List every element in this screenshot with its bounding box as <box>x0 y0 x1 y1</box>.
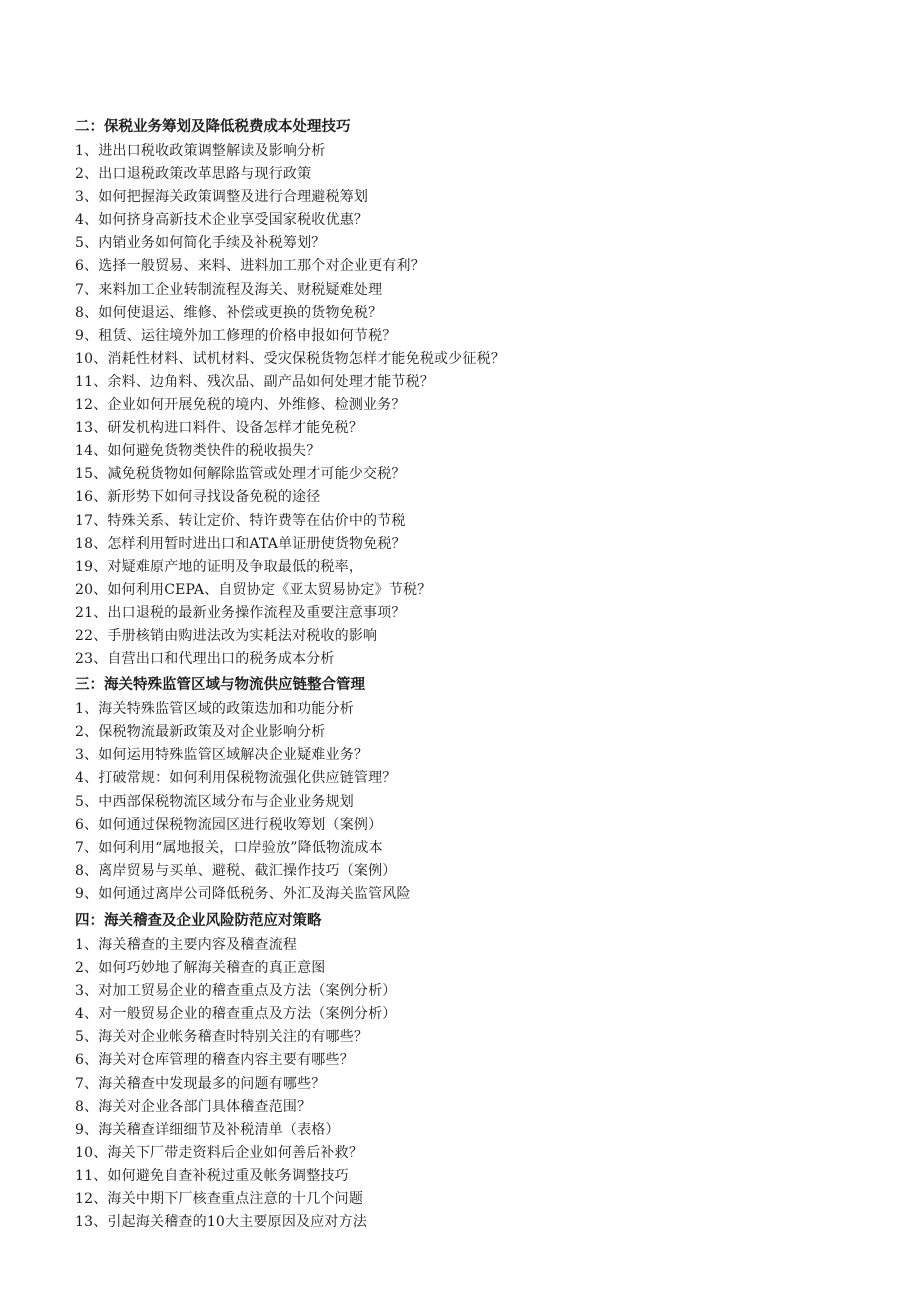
list-item: 9、租赁、运往境外加工修理的价格申报如何节税？ <box>75 327 397 344</box>
list-item: 8、海关对企业各部门具体稽查范围？ <box>75 1098 312 1115</box>
list-item: 3、如何把握海关政策调整及进行合理避税筹划 <box>75 189 369 206</box>
section-special-supervision-zones <box>75 673 855 906</box>
list-item: 11、如何避免自查补税过重及帐务调整技巧 <box>75 1167 349 1184</box>
list-item: 6、海关对仓库管理的稽查内容主要有哪些？ <box>75 1052 354 1069</box>
list-item: 19、对疑难原产地的证明及争取最低的税率， <box>75 558 364 575</box>
list-item: 3、对加工贸易企业的稽查重点及方法（案例分析） <box>75 983 397 1000</box>
list-item: 4、打破常规：如何利用保税物流强化供应链管理？ <box>75 770 397 787</box>
list-item: 14、如何避免货物类快件的税收损失？ <box>75 443 321 460</box>
list-item: 20、如何利用CEPA、自贸协定《亚太贸易协定》节税？ <box>75 581 432 598</box>
list-item: 5、中西部保税物流区域分布与企业业务规划 <box>75 793 354 810</box>
list-item: 9、海关稽查详细细节及补税清单（表格） <box>75 1121 340 1138</box>
list-item: 16、新形势下如何寻找设备免税的途径 <box>75 489 321 506</box>
list-item: 2、出口退税政策改革思路与现行政策 <box>75 166 312 183</box>
list-item: 3、如何运用特殊监管区域解决企业疑难业务？ <box>75 747 369 764</box>
list-item: 2、保税物流最新政策及对企业影响分析 <box>75 724 326 741</box>
list-item: 4、对一般贸易企业的稽查重点及方法（案例分析） <box>75 1006 397 1023</box>
list-item: 7、海关稽查中发现最多的问题有哪些？ <box>75 1075 326 1092</box>
list-item: 1、海关特殊监管区域的政策迭加和功能分析 <box>75 701 354 718</box>
section-bonded-tax-planning <box>75 115 855 671</box>
list-item: 12、企业如何开展免税的境内、外维修、检测业务？ <box>75 397 406 414</box>
list-item: 6、选择一般贸易、来料、进料加工那个对企业更有利？ <box>75 258 425 275</box>
document-page <box>75 115 855 1234</box>
list-item: 9、如何通过离岸公司降低税务、外汇及海关监管风险 <box>75 885 411 902</box>
list-item: 12、海关中期下厂核查重点注意的十几个问题 <box>75 1191 364 1208</box>
section-heading: 二：保税业务筹划及降低税费成本处理技巧 <box>75 119 351 135</box>
list-item: 2、如何巧妙地了解海关稽查的真正意图 <box>75 960 326 977</box>
list-item: 5、海关对企业帐务稽查时特别关注的有哪些？ <box>75 1029 369 1046</box>
list-item: 6、如何通过保税物流园区进行税收筹划（案例） <box>75 816 383 833</box>
list-item: 7、来料加工企业转制流程及海关、财税疑难处理 <box>75 281 383 298</box>
list-item: 8、离岸贸易与买单、避税、截汇操作技巧（案例） <box>75 862 397 879</box>
list-item: 22、手册核销由购进法改为实耗法对税收的影响 <box>75 627 378 644</box>
list-item: 15、减免税货物如何解除监管或处理才可能少交税？ <box>75 466 406 483</box>
list-item: 13、引起海关稽查的10大主要原因及应对方法 <box>75 1214 368 1231</box>
list-item: 10、海关下厂带走资料后企业如何善后补救？ <box>75 1144 364 1161</box>
list-item: 21、出口退税的最新业务操作流程及重要注意事项？ <box>75 604 406 621</box>
list-item: 5、内销业务如何简化手续及补税筹划？ <box>75 235 326 252</box>
section-customs-audit <box>75 909 855 1234</box>
list-item: 1、进出口税收政策调整解读及影响分析 <box>75 143 326 159</box>
list-item: 18、怎样利用暂时进出口和ATA单证册使货物免税？ <box>75 535 406 552</box>
list-item: 4、如何挤身高新技术企业享受国家税收优惠？ <box>75 212 369 229</box>
list-item: 10、消耗性材料、试机材料、受灾保税货物怎样才能免税或少征税？ <box>75 350 506 367</box>
list-item: 13、研发机构进口料件、设备怎样才能免税？ <box>75 420 364 437</box>
list-item: 8、如何使退运、维修、补偿或更换的货物免税？ <box>75 304 383 321</box>
section-heading: 三：海关特殊监管区域与物流供应链整合管理 <box>75 677 365 694</box>
list-item: 17、特殊关系、转让定价、特许费等在估价中的节税 <box>75 512 406 529</box>
list-item: 23、自营出口和代理出口的税务成本分析 <box>75 651 335 668</box>
list-item: 1、海关稽查的主要内容及稽查流程 <box>75 937 298 953</box>
list-item: 11、余料、边角料、残次品、副产品如何处理才能节税？ <box>75 373 435 390</box>
section-heading: 四：海关稽查及企业风险防范应对策略 <box>75 913 322 929</box>
list-item: 7、如何利用“属地报关，口岸验放”降低物流成本 <box>75 839 383 856</box>
